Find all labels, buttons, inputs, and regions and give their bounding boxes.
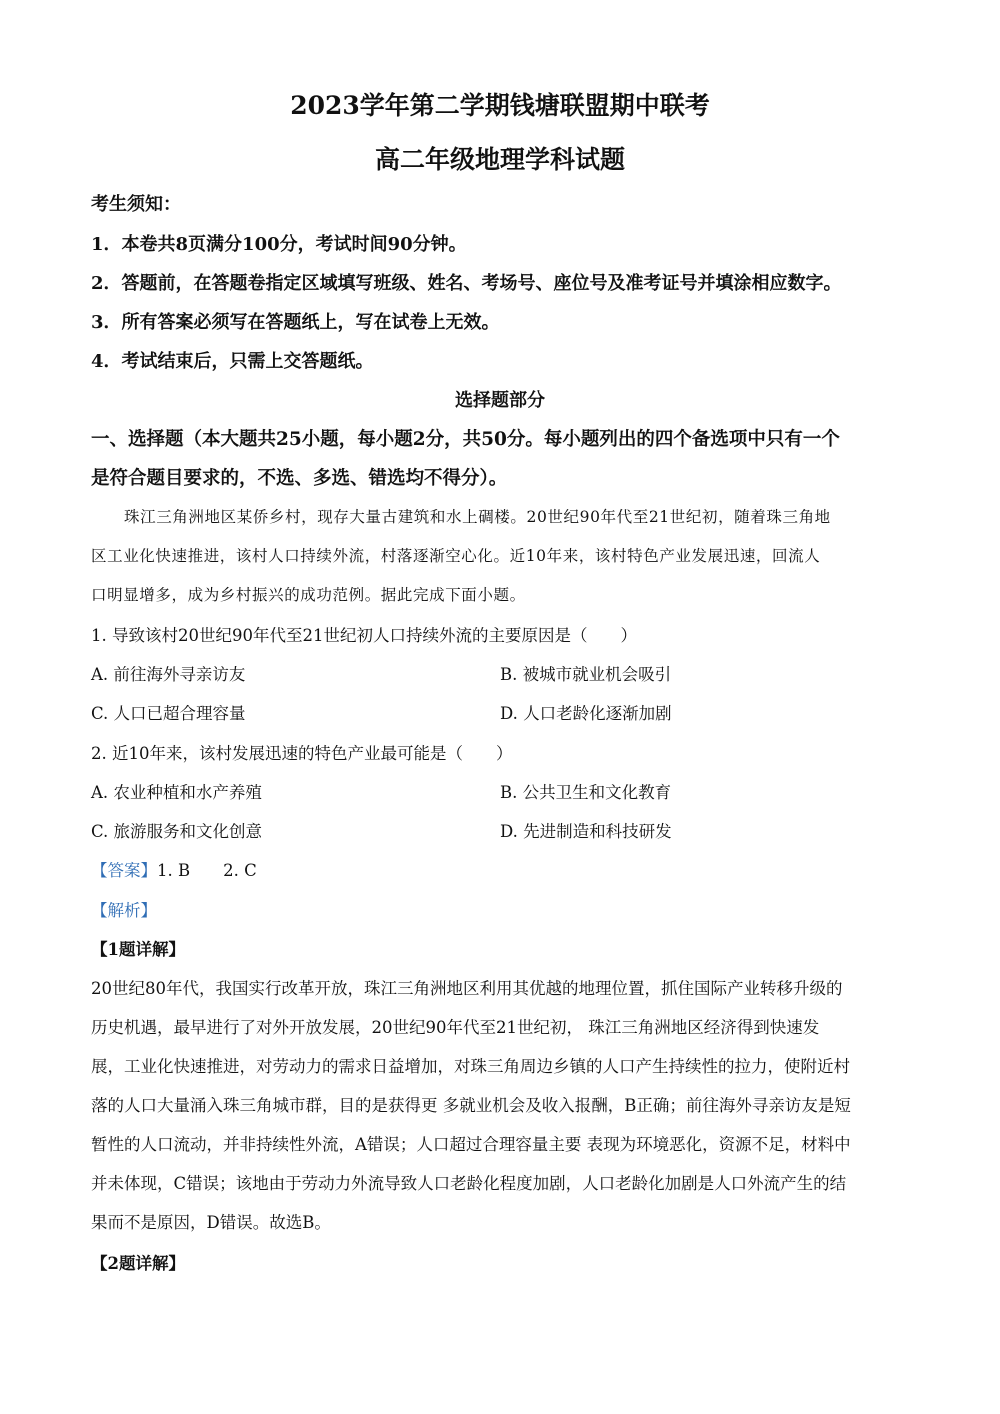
answer-label: 【答案】 — [91, 861, 157, 880]
exam-subtitle: 高二年级地理学科试题 — [374, 145, 625, 174]
section-instruction-line-1: 一、选择题（本大题共25小题，每小题2分，共50分。每小题列出的四个备选项中只有一个 — [91, 429, 840, 450]
question-1-option-a: A. 前往海外寻亲访友 — [91, 665, 246, 684]
answer-text: 1. B 2. C — [157, 861, 257, 880]
question-1-stem: 1. 导致该村20世纪90年代至21世纪初人口持续外流的主要原因是（ ） — [91, 626, 637, 645]
question-1-option-b: B. 被城市就业机会吸引 — [500, 665, 672, 684]
analysis-label: 【解析】 — [91, 901, 157, 920]
notice-item-1: 1．本卷共8页满分100分，考试时间90分钟。 — [91, 234, 467, 255]
answer-row — [91, 857, 257, 881]
question-1-option-d: D. 人口老龄化逐渐加剧 — [500, 704, 672, 723]
q1-detail-heading: 【1题详解】 — [91, 940, 185, 959]
q1-detail-line-3: 展，工业化快速推进，对劳动力的需求日益增加，对珠三角周边乡镇的人口产生持续性的拉力，使附近村 — [91, 1057, 850, 1076]
section-instruction-line-2: 是符合题目要求的，不选、多选、错选均不得分）。 — [91, 468, 508, 489]
notice-heading: 考生须知： — [91, 194, 181, 215]
exam-title: 2023学年第二学期钱塘联盟期中联考 — [290, 91, 710, 120]
q2-detail-heading: 【2题详解】 — [91, 1254, 185, 1273]
notice-item-3: 3．所有答案必须写在答题纸上，写在试卷上无效。 — [91, 312, 500, 333]
notice-item-4: 4．考试结束后，只需上交答题纸。 — [91, 351, 374, 372]
question-1-option-c: C. 人口已超合理容量 — [91, 704, 246, 723]
notice-item-2: 2．答题前，在答题卷指定区域填写班级、姓名、考场号、座位号及准考证号并填涂相应数字。 — [91, 273, 842, 294]
question-2-option-c: C. 旅游服务和文化创意 — [91, 822, 263, 841]
q1-detail-line-4: 落的人口大量涌入珠三角城市群，目的是获得更 多就业机会及收入报酬，B正确；前往海外寻亲访友是短 — [91, 1096, 851, 1115]
passage-line-3: 口明显增多，成为乡村振兴的成功范例。据此完成下面小题。 — [91, 586, 526, 604]
q1-detail-line-7: 果而不是原因，D错误。故选B。 — [91, 1213, 331, 1232]
q1-detail-line-2: 历史机遇，最早进行了对外开放发展，20世纪90年代至21世纪初， 珠江三角洲地区经济得到快速发 — [91, 1018, 820, 1037]
q1-detail-line-6: 并未体现，C错误；该地由于劳动力外流导致人口老龄化程度加剧，人口老龄化加剧是人口外流产生的结 — [91, 1174, 847, 1193]
question-2-option-a: A. 农业种植和水产养殖 — [91, 783, 262, 802]
q1-detail-line-1: 20世纪80年代，我国实行改革开放，珠江三角洲地区利用其优越的地理位置，抓住国际产业转移升级的 — [91, 979, 843, 998]
passage-line-1: 珠江三角洲地区某侨乡村，现存大量古建筑和水上碉楼。20世纪90年代至21世纪初，随着珠三角地 — [124, 508, 831, 526]
question-2-option-b: B. 公共卫生和文化教育 — [500, 783, 672, 802]
passage-line-2: 区工业化快速推进，该村人口持续外流，村落逐渐空心化。近10年来，该村特色产业发展迅速，回流人 — [91, 547, 821, 565]
q1-detail-line-5: 暂性的人口流动，并非持续性外流，A错误；人口超过合理容量主要 表现为环境恶化，资源不足，材料中 — [91, 1135, 851, 1154]
section-title: 选择题部分 — [455, 390, 545, 411]
question-2-option-d: D. 先进制造和科技研发 — [500, 822, 672, 841]
question-2-stem: 2. 近10年来，该村发展迅速的特色产业最可能是（ ） — [91, 744, 513, 763]
